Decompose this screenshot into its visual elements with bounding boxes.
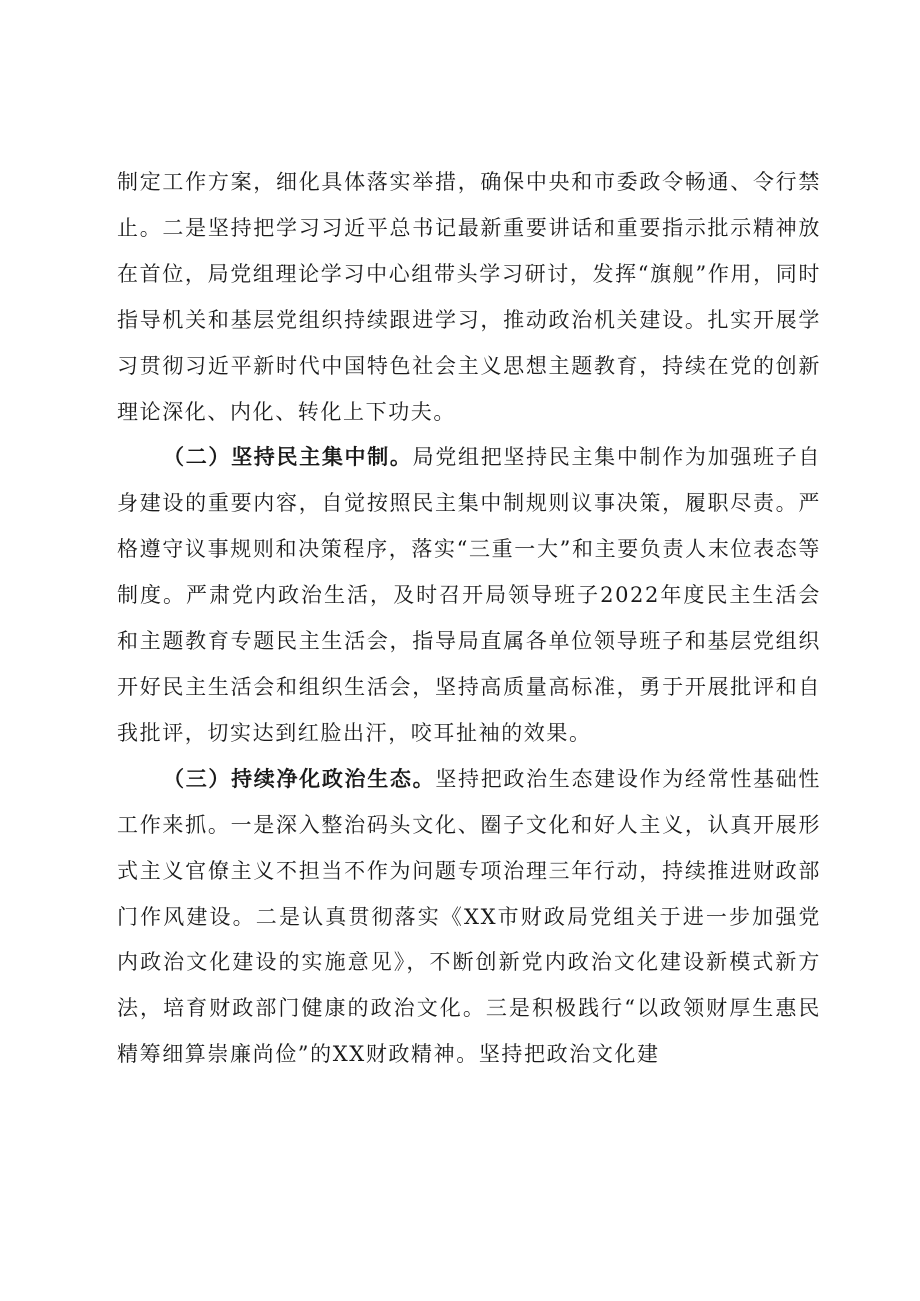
section-heading: （二）坚持民主集中制。 <box>163 445 413 470</box>
paragraph-continuation <box>117 160 821 435</box>
document-body <box>117 160 821 1078</box>
paragraph-text: 坚持把政治生态建设作为经常性基础性工作来抓。一是深入整治码头文化、圈子文化和好人主义，认真开展形式主义官僚主义不担当不作为问题专项治理三年行动，持续推进财政部门作风建设。二是认真贯彻落实《XX市财政局党组关于进一步加强党内政治文化建设的实施意见》，不断创新党内政治文化建设新模式新方法，培育财政部门健康的政治文化。三是积极践行“以政领财厚生惠民精筹细算崇廉尚俭”的XX财政精神。坚持把政治文化建 <box>117 766 821 1067</box>
section-heading: （三）持续净化政治生态。 <box>163 766 436 791</box>
paragraph-text: 制定工作方案，细化具体落实举措，确保中央和市委政令畅通、令行禁止。二是坚持把学习习近平总书记最新重要讲话和重要指示批示精神放在首位，局党组理论学习中心组带头学习研讨，发挥“旗舰”作用，同时指导机关和基层党组织持续跟进学习，推动政治机关建设。扎实开展学习贯彻习近平新时代中国特色社会主义思想主题教育，持续在党的创新理论深化、内化、转化上下功夫。 <box>117 170 821 424</box>
paragraph-political-ecology <box>117 757 821 1078</box>
paragraph-text: 局党组把坚持民主集中制作为加强班子自身建设的重要内容，自觉按照民主集中制规则议事决策，履职尽责。严格遵守议事规则和决策程序，落实“三重一大”和主要负责人末位表态等制度。严肃党内政治生活，及时召开局领导班子2022年度民主生活会和主题教育专题民主生活会，指导局直属各单位领导班子和基层党组织开好民主生活会和组织生活会，坚持高质量高标准，勇于开展批评和自我批评，切实达到红脸出汗，咬耳扯袖的效果。 <box>117 445 821 745</box>
paragraph-democratic-centralism <box>117 435 821 756</box>
